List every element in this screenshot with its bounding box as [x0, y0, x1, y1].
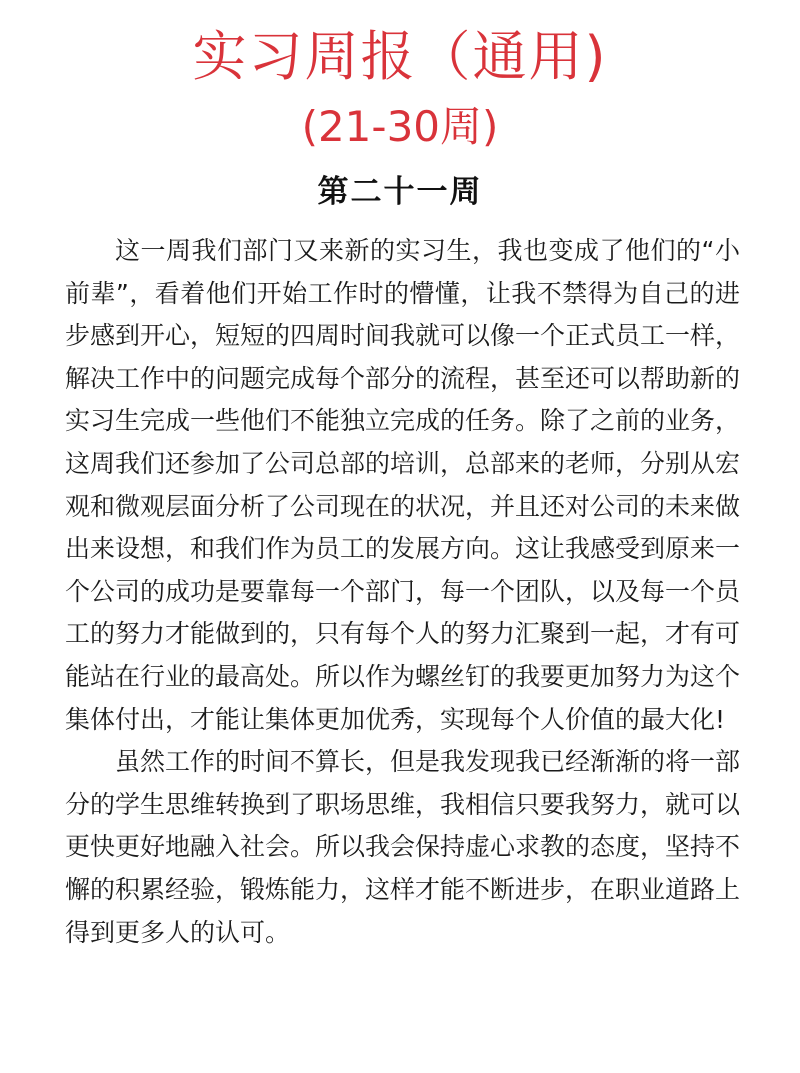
report-title: 实习周报（通用) — [192, 25, 608, 88]
week-heading: 第二十一周 — [317, 174, 483, 210]
paragraph-1: 这一周我们部门又来新的实习生，我也变成了他们的“小前辈”，看着他们开始工作时的懵懂，让我不禁得为自己的进步感到开心，短短的四周时间我就可以像一个正式员工一样，解决工作中的问题完成每个部分的流程，甚至还可以帮助新的实习生完成一些他们不能独立完成的任务。除了之前的业务，这周我们还参加了公司总部的培训，总部来的老师，分别从宏观和微观层面分析了公司现在的状况，并且还对公司的未来做出来设想，和我们作为员工的发展方向。这让我感受到原来一个公司的成功是要靠每一个部门，每一个团队，以及每一个员工的努力才能做到的，只有每个人的努力汇聚到一起，才有可能站在行业的最高处。所以作为螺丝钉的我要更加努力为这个集体付出，才能让集体更加优秀，实现每个人价值的最大化! — [65, 236, 741, 734]
report-body — [65, 230, 740, 954]
paragraph-2: 虽然工作的时间不算长，但是我发现我已经渐渐的将一部分的学生思维转换到了职场思维，我相信只要我努力，就可以更快更好地融入社会。所以我会保持虚心求教的态度，坚持不懈的积累经验，锻炼能力，这样才能不断进步，在职业道路上得到更多人的认可。 — [65, 747, 741, 947]
report-subtitle: (21-30周) — [301, 102, 499, 151]
